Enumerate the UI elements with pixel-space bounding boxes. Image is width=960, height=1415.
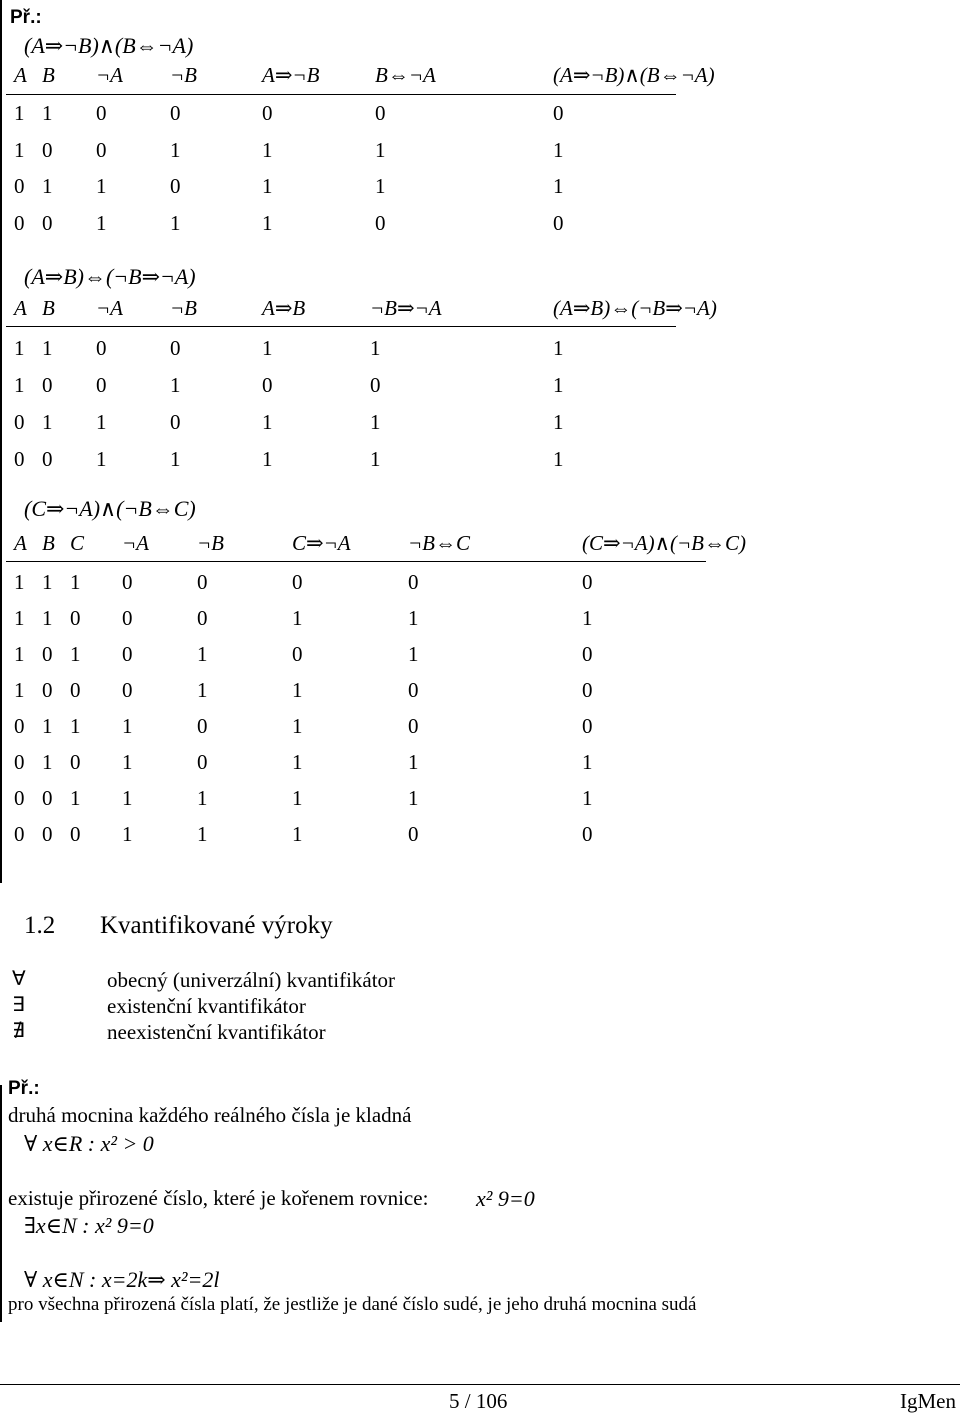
table3-cell: 1	[408, 750, 419, 774]
table3-cell: 1	[292, 786, 303, 810]
not-exists-icon: ∄	[12, 1018, 25, 1042]
table2-cell: 1	[262, 336, 273, 360]
table3-header-5: C⇒¬A	[292, 531, 351, 555]
table2-cell: 1	[553, 447, 564, 471]
table1-cell: 0	[553, 101, 564, 125]
table3-cell: 1	[42, 570, 53, 594]
table3-cell: 0	[408, 822, 419, 846]
table3-cell: 1	[292, 714, 303, 738]
table3-cell: 1	[408, 606, 419, 630]
table3-cell: 1	[197, 642, 208, 666]
table3-cell: 1	[122, 714, 133, 738]
table3-cell: 0	[42, 642, 53, 666]
table1-cell: 1	[553, 174, 564, 198]
table1-cell: 1	[262, 210, 273, 235]
example2-equation: x² 9=0	[476, 1186, 535, 1211]
table1-cell: 1	[42, 101, 53, 125]
footer-rule	[0, 1384, 960, 1385]
table2-cell: 1	[262, 410, 273, 434]
table2-cell: 1	[553, 336, 564, 360]
quantifier-universal: obecný (univerzální) kvantifikátor	[107, 968, 396, 992]
table1-cell: 0	[14, 174, 25, 198]
example2-formula2: ∃x∈N : x² 9=0	[24, 1213, 154, 1238]
table3-cell: 1	[42, 606, 53, 630]
table3-cell: 0	[197, 606, 208, 630]
table2-title: (A⇒B)⇔(¬B⇒¬A)	[24, 264, 196, 289]
table3-cell: 0	[122, 570, 133, 594]
quantifier-nonexistential: neexistenční kvantifikátor	[107, 1020, 326, 1044]
table1-cell: 1	[42, 174, 53, 198]
table1-cell: 1	[170, 137, 181, 162]
example2-line1: druhá mocnina každého reálného čísla je kladná	[8, 1103, 412, 1127]
forall-icon: ∀	[12, 966, 26, 990]
table1-header-0: A	[14, 63, 27, 87]
table1-cell: 0	[170, 101, 181, 125]
table3-cell: 0	[408, 570, 419, 594]
table3-cell: 1	[122, 786, 133, 810]
table3-cell: 0	[582, 642, 593, 666]
table3-cell: 1	[14, 570, 25, 594]
table3-cell: 0	[14, 822, 25, 846]
table1-header-2: ¬A	[96, 63, 123, 87]
table3-cell: 1	[70, 570, 81, 594]
table3-cell: 0	[14, 750, 25, 774]
table3-header-0: A	[14, 531, 27, 555]
table3-cell: 1	[70, 714, 81, 738]
table1-cell: 0	[375, 210, 386, 235]
table1-header-6: (A⇒¬B)∧(B⇔¬A)	[553, 63, 715, 87]
example2-formula1: ∀ x∈R : x² > 0	[24, 1131, 154, 1156]
example2-label: Př.:	[8, 1078, 40, 1099]
table3-cell: 0	[122, 678, 133, 702]
left-border-top	[0, 0, 2, 883]
table3-cell: 1	[14, 678, 25, 702]
table2-cell: 1	[170, 447, 181, 471]
table2-cell: 1	[370, 447, 381, 471]
table3-cell: 0	[197, 714, 208, 738]
table1-cell: 0	[553, 210, 564, 235]
table2-cell: 1	[42, 336, 53, 360]
table1-cell: 1	[170, 210, 181, 235]
table1-cell: 0	[262, 101, 273, 125]
table3-cell: 1	[292, 606, 303, 630]
table3-cell: 0	[122, 606, 133, 630]
table2-cell: 1	[370, 336, 381, 360]
table1-header-rule	[6, 94, 676, 95]
table2-cell: 0	[262, 373, 273, 397]
table3-cell: 0	[408, 678, 419, 702]
table1-cell: 1	[96, 210, 107, 235]
section-title: Kvantifikované výroky	[100, 912, 333, 939]
table3-cell: 0	[42, 786, 53, 810]
table3-cell: 1	[197, 786, 208, 810]
table1-cell: 1	[375, 174, 386, 198]
table3-cell: 0	[14, 714, 25, 738]
table3-cell: 1	[292, 750, 303, 774]
table3-cell: 0	[197, 750, 208, 774]
table1-title: (A⇒¬B)∧(B⇔¬A)	[24, 33, 194, 58]
left-border-bottom	[0, 1085, 2, 1322]
table3-cell: 0	[582, 822, 593, 846]
table3-cell: 0	[70, 750, 81, 774]
table2-cell: 1	[14, 336, 25, 360]
table1-cell: 0	[96, 101, 107, 125]
table3-cell: 0	[122, 642, 133, 666]
table2-cell: 0	[170, 410, 181, 434]
exists-icon: ∃	[12, 992, 25, 1016]
table3-cell: 0	[42, 822, 53, 846]
table3-cell: 1	[42, 714, 53, 738]
table3-cell: 1	[582, 606, 593, 630]
table3-cell: 1	[122, 822, 133, 846]
table3-cell: 1	[582, 786, 593, 810]
table1-cell: 1	[375, 137, 386, 162]
page-number: 5 / 106	[449, 1389, 508, 1413]
table3-cell: 0	[70, 606, 81, 630]
table3-cell: 0	[292, 642, 303, 666]
table3-cell: 1	[408, 642, 419, 666]
quantifier-existential: existenční kvantifikátor	[107, 994, 306, 1018]
table2-header-3: ¬B	[170, 296, 197, 320]
table3-cell: 0	[582, 714, 593, 738]
table3-cell: 1	[197, 822, 208, 846]
table3-header-7: (C⇒¬A)∧(¬B⇔C)	[582, 531, 746, 555]
table3-title: (C⇒¬A)∧(¬B⇔C)	[24, 496, 196, 521]
table3-cell: 1	[14, 606, 25, 630]
table3-cell: 1	[122, 750, 133, 774]
table3-header-2: C	[70, 531, 85, 555]
table3-cell: 0	[582, 570, 593, 594]
table3-header-6: ¬B⇔C	[408, 531, 471, 555]
table2-header-0: A	[14, 296, 27, 320]
table3-cell: 0	[582, 678, 593, 702]
table1-header-3: ¬B	[170, 63, 197, 87]
table2-cell: 1	[370, 410, 381, 434]
table3-cell: 0	[292, 570, 303, 594]
table2-cell: 1	[96, 410, 107, 434]
table2-cell: 0	[170, 336, 181, 360]
table1-header-4: A⇒¬B	[262, 63, 320, 87]
table3-cell: 1	[582, 750, 593, 774]
table2-header-6: (A⇒B)⇔(¬B⇒¬A)	[553, 296, 717, 320]
table3-cell: 1	[197, 678, 208, 702]
table2-cell: 0	[14, 447, 25, 471]
example2-formula3: ∀ x∈N : x=2k⇒ x²=2l	[24, 1267, 220, 1292]
table1-cell: 0	[14, 210, 25, 235]
table3-cell: 0	[197, 570, 208, 594]
table1-header-1: B	[42, 63, 55, 87]
table1-cell: 1	[262, 174, 273, 198]
table3-cell: 1	[292, 822, 303, 846]
table3-cell: 1	[42, 750, 53, 774]
table2-cell: 1	[14, 373, 25, 397]
table3-cell: 1	[70, 786, 81, 810]
table2-cell: 0	[42, 373, 53, 397]
table2-header-1: B	[42, 296, 55, 320]
table3-cell: 0	[14, 786, 25, 810]
table2-cell: 1	[262, 447, 273, 471]
table3-header-4: ¬B	[197, 531, 224, 555]
table1-header-5: B⇔¬A	[375, 63, 436, 87]
table2-header-rule	[6, 326, 676, 327]
table1-cell: 0	[170, 174, 181, 198]
example-label: Př.:	[10, 7, 42, 28]
table2-cell: 0	[370, 373, 381, 397]
table1-cell: 1	[14, 137, 25, 162]
table3-header-1: B	[42, 531, 55, 555]
table1-cell: 0	[42, 210, 53, 235]
example2-line3: pro všechna přirozená čísla platí, že jestliže je dané číslo sudé, je jeho druhá mocnina sudá	[8, 1294, 697, 1315]
table2-header-4: A⇒B	[262, 296, 306, 320]
table2-cell: 1	[553, 410, 564, 434]
table3-cell: 1	[408, 786, 419, 810]
table2-cell: 1	[170, 373, 181, 397]
table3-cell: 0	[42, 678, 53, 702]
table2-cell: 0	[42, 447, 53, 471]
example2-line2: existuje přirozené číslo, které je kořenem rovnice:	[8, 1186, 429, 1210]
table1-cell: 1	[553, 137, 564, 162]
table3-cell: 0	[70, 678, 81, 702]
table2-cell: 0	[96, 336, 107, 360]
table2-cell: 0	[14, 410, 25, 434]
table2-cell: 1	[96, 447, 107, 471]
table3-cell: 0	[408, 714, 419, 738]
table1-cell: 0	[42, 137, 53, 162]
table2-header-2: ¬A	[96, 296, 123, 320]
table2-cell: 0	[96, 373, 107, 397]
table2-header-5: ¬B⇒¬A	[370, 296, 442, 320]
table1-cell: 1	[96, 174, 107, 198]
table3-cell: 1	[70, 642, 81, 666]
table1-cell: 1	[14, 101, 25, 125]
table2-cell: 1	[553, 373, 564, 397]
table3-cell: 1	[14, 642, 25, 666]
table3-cell: 0	[70, 822, 81, 846]
table2-cell: 1	[42, 410, 53, 434]
table1-cell: 0	[96, 137, 107, 162]
table3-header-3: ¬A	[122, 531, 149, 555]
table3-header-rule	[6, 561, 706, 562]
section-number: 1.2	[24, 912, 56, 939]
table1-cell: 0	[375, 101, 386, 125]
table1-cell: 1	[262, 137, 273, 162]
table3-cell: 1	[292, 678, 303, 702]
brand-name: IgMen	[900, 1389, 956, 1413]
